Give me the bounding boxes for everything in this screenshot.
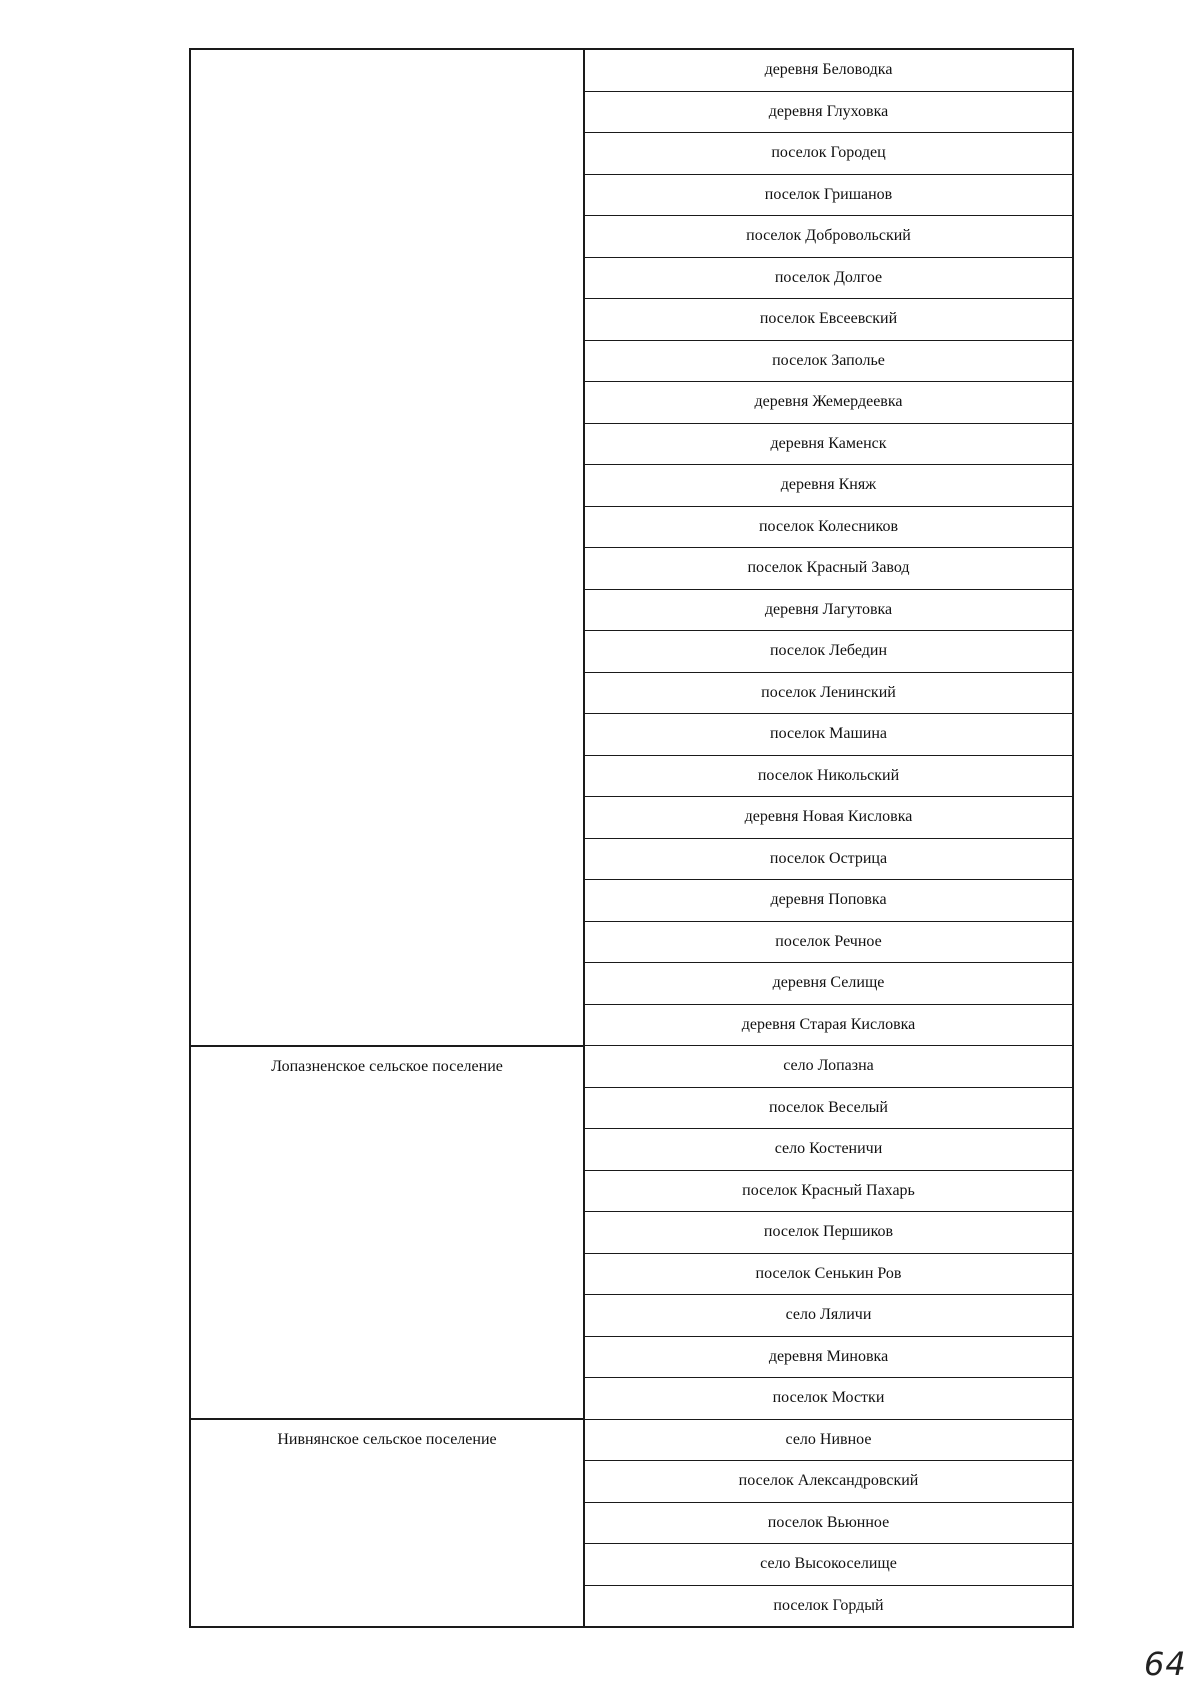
locality-cell: село Костеничи (584, 1129, 1073, 1171)
locality-cell: поселок Долгое (584, 257, 1073, 299)
locality-cell: поселок Острица (584, 838, 1073, 880)
settlement-name-cell: Лопазненское сельское поселение (190, 1046, 584, 1420)
table-row (190, 49, 1073, 91)
locality-cell: деревня Каменск (584, 423, 1073, 465)
locality-cell: село Ляличи (584, 1295, 1073, 1337)
page-number: 64 (1144, 1645, 1187, 1683)
locality-cell: деревня Селище (584, 963, 1073, 1005)
locality-cell: поселок Гордый (773, 1596, 884, 1614)
settlements-table-body (190, 49, 1073, 1627)
locality-cell: деревня Глуховка (584, 91, 1073, 133)
locality-cell: поселок Красный Завод (584, 548, 1073, 590)
locality-cell: поселок Колесников (584, 506, 1073, 548)
locality-cell: поселок Городец (584, 133, 1073, 175)
table-row (190, 1046, 1073, 1088)
locality-cell: село Лопазна (584, 1046, 1073, 1088)
locality-cell: поселок Евсеевский (584, 299, 1073, 341)
locality-cell: деревня Лагутовка (584, 589, 1073, 631)
locality-cell: поселок Никольский (584, 755, 1073, 797)
locality-cell: деревня Новая Кисловка (584, 797, 1073, 839)
locality-cell: деревня Жемердеевка (584, 382, 1073, 424)
locality-cell: поселок Ленинский (584, 672, 1073, 714)
locality-cell: поселок Речное (584, 921, 1073, 963)
locality-cell: деревня Беловодка (584, 49, 1073, 91)
locality-cell: поселок Добровольский (584, 216, 1073, 258)
locality-cell: поселок Веселый (584, 1087, 1073, 1129)
locality-cell: деревня Княж (584, 465, 1073, 507)
locality-cell: поселок Заполье (584, 340, 1073, 382)
locality-cell: деревня Поповка (584, 880, 1073, 922)
locality-cell: село Нивное (584, 1419, 1073, 1461)
locality-cell: поселок Мостки (584, 1378, 1073, 1420)
settlement-name-cell: Нивнянское сельское поселение (190, 1419, 584, 1627)
locality-cell: поселок Вьюнное (584, 1502, 1073, 1544)
locality-cell: поселок Сенькин Ров (584, 1253, 1073, 1295)
locality-cell: село Высокоселище (584, 1544, 1073, 1586)
locality-cell: поселок Першиков (584, 1212, 1073, 1254)
settlement-name-cell (190, 49, 584, 1046)
locality-cell: поселок Лебедин (584, 631, 1073, 673)
locality-cell: поселок Гришанов (584, 174, 1073, 216)
locality-cell: деревня Старая Кисловка (584, 1004, 1073, 1046)
table-row (190, 1419, 1073, 1461)
locality-cell: поселок Машина (584, 714, 1073, 756)
locality-cell: поселок Красный Пахарь (584, 1170, 1073, 1212)
locality-cell: поселок Александровский (584, 1461, 1073, 1503)
locality-cell: деревня Миновка (584, 1336, 1073, 1378)
settlements-table (189, 48, 1074, 1628)
